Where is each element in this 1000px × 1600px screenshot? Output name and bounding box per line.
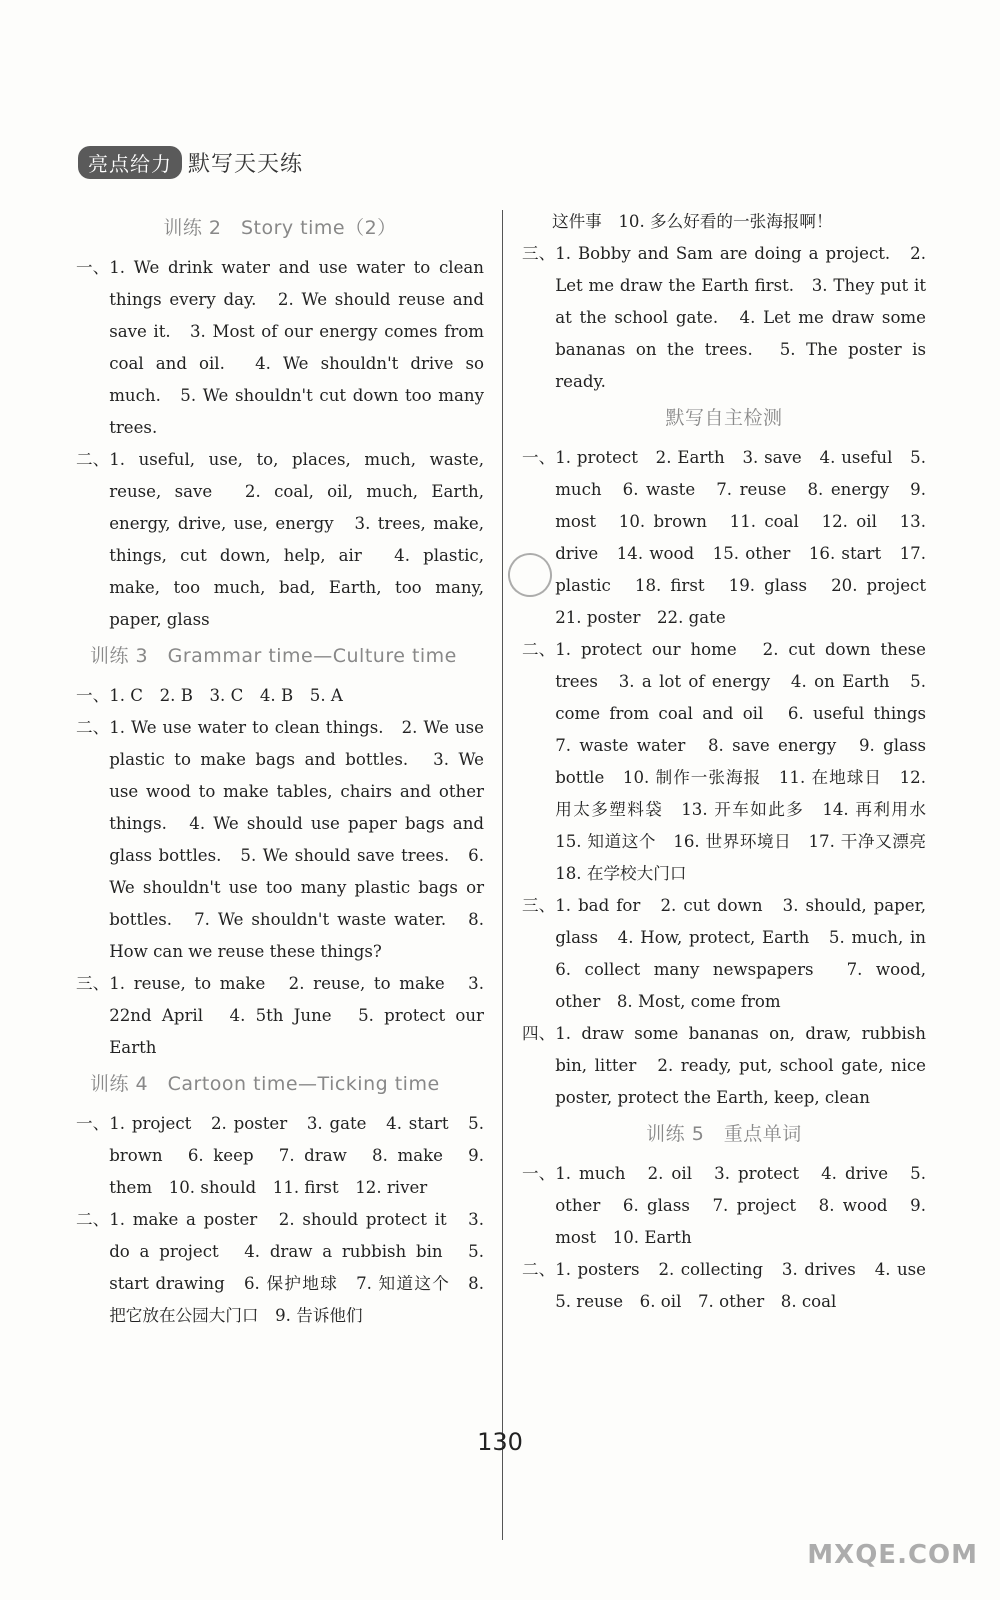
block-text: 1. We drink water and use water to clean things every day. 2. We should reuse and save it. 3. Most of our energy comes from coal and oil. 4. We shouldn't drive so much. 5. We shouldn't cut down too many trees. bbox=[109, 258, 484, 437]
block-number: 二、 bbox=[76, 450, 110, 469]
answer-block bbox=[522, 238, 926, 398]
page-number: 130 bbox=[477, 1428, 523, 1456]
continued-text: 这件事 10. 多么好看的一张海报啊！ bbox=[552, 212, 833, 231]
section-title-training-3: 训练 3 Grammar time—Culture time bbox=[90, 645, 457, 667]
block-number: 一、 bbox=[522, 448, 556, 467]
right-column bbox=[522, 206, 943, 1318]
block-number: 四、 bbox=[522, 1024, 556, 1043]
answer-block bbox=[76, 680, 484, 712]
block-text: 1. protect our home 2. cut down these trees 3. a lot of energy 4. on Earth 5. come from coal and oil 6. useful things 7. waste water 8. save energy 9. glass bottle 10. 制作一张海报 11. 在地球日 12. 用太多塑料袋 13. 开车如此多 14. 再利用水 15. 知道这个 16. 世界环境日 17. 干净又漂亮 18. 在学校大门口 bbox=[555, 640, 943, 883]
block-text: 1. protect 2. Earth 3. save 4. useful 5. much 6. waste 7. reuse 8. energy 9. most 10. brown 11. coal 12. oil 13. drive 14. wood 15. other 16. start 17. plastic 18. first 19. glass 20. project 21. poster 22. gate bbox=[555, 448, 943, 627]
block-number: 三、 bbox=[76, 974, 110, 993]
header-badge: 亮点给力 bbox=[78, 146, 182, 179]
block-text: 1. posters 2. collecting 3. drives 4. use 5. reuse 6. oil 7. other 8. coal bbox=[555, 1260, 943, 1311]
header-title: 默写天天练 bbox=[188, 152, 304, 177]
answer-block bbox=[522, 1158, 926, 1254]
section-title-training-4: 训练 4 Cartoon time—Ticking time bbox=[90, 1073, 440, 1095]
block-text: 1. draw some bananas on, draw, rubbish bin, litter 2. ready, put, school gate, nice poster, protect the Earth, keep, clean bbox=[555, 1024, 926, 1107]
block-number: 一、 bbox=[76, 1114, 110, 1133]
section-title-training-5: 训练 5 重点单词 bbox=[646, 1123, 802, 1145]
answer-block bbox=[76, 252, 484, 444]
page-header bbox=[78, 146, 303, 179]
block-text: 1. bad for 2. cut down 3. should, paper, glass 4. How, protect, Earth 5. much, in 6. collect many newspapers 7. wood, other 8. Most, come from bbox=[555, 896, 943, 1011]
block-text: 1. We use water to clean things. 2. We use plastic to make bags and bottles. 3. We use wood to make tables, chairs and other things. 4. We should use paper bags and glass bottles. 5. We should save trees. 6. We shouldn't use too many plastic bags or bottles. 7. We shouldn't waste water. 8. How can we reuse these things? bbox=[109, 718, 484, 961]
answer-block bbox=[76, 1108, 484, 1204]
block-number: 一、 bbox=[76, 258, 110, 277]
block-number: 二、 bbox=[76, 1210, 110, 1229]
watermark-logo: MXQE.COM bbox=[807, 1540, 978, 1570]
block-number: 一、 bbox=[522, 1164, 556, 1183]
block-number: 二、 bbox=[76, 718, 110, 737]
block-number: 二、 bbox=[522, 1260, 556, 1279]
block-text: 1. C 2. B 3. C 4. B 5. A bbox=[109, 686, 343, 705]
answer-block bbox=[522, 1018, 926, 1114]
block-text: 1. much 2. oil 3. protect 4. drive 5. other 6. glass 7. project 8. wood 9. most 10. Earth bbox=[555, 1164, 926, 1247]
answer-block bbox=[522, 442, 943, 634]
section-title-self-check: 默写自主检测 bbox=[665, 407, 783, 429]
block-number: 三、 bbox=[522, 244, 556, 263]
block-text: 1. make a poster 2. should protect it 3. do a project 4. draw a rubbish bin 5. start drawing 6. 保护地球 7. 知道这个 8. 把它放在公园大门口 9. 告诉他们 bbox=[109, 1210, 484, 1325]
block-text: 1. Bobby and Sam are doing a project. 2. Let me draw the Earth first. 3. They put it at the school gate. 4. Let me draw some bananas on the trees. 5. The poster is ready. bbox=[555, 244, 926, 391]
block-number: 二、 bbox=[522, 640, 556, 659]
answer-block bbox=[76, 444, 484, 636]
answer-block bbox=[522, 634, 943, 890]
section-title-training-2: 训练 2 Story time（2） bbox=[163, 217, 397, 239]
column-divider bbox=[502, 210, 503, 1540]
answer-block bbox=[522, 890, 943, 1018]
left-column bbox=[76, 208, 484, 1332]
block-text: 1. project 2. poster 3. gate 4. start 5. brown 6. keep 7. draw 8. make 9. them 10. should 11. first 12. river bbox=[109, 1114, 484, 1197]
block-text: 1. useful, use, to, places, much, waste, reuse, save 2. coal, oil, much, Earth, energy, drive, use, energy 3. trees, make, things, cut down, help, air 4. plastic, make, too much, bad, Earth, too many, paper, glass bbox=[109, 450, 484, 629]
block-number: 一、 bbox=[76, 686, 110, 705]
block-text: 1. reuse, to make 2. reuse, to make 3. 22nd April 4. 5th June 5. protect our Earth bbox=[109, 974, 484, 1057]
answer-block bbox=[76, 1204, 484, 1332]
answer-block bbox=[76, 712, 484, 968]
answer-block bbox=[522, 1254, 943, 1318]
block-number: 三、 bbox=[522, 896, 556, 915]
answer-block bbox=[76, 968, 484, 1064]
